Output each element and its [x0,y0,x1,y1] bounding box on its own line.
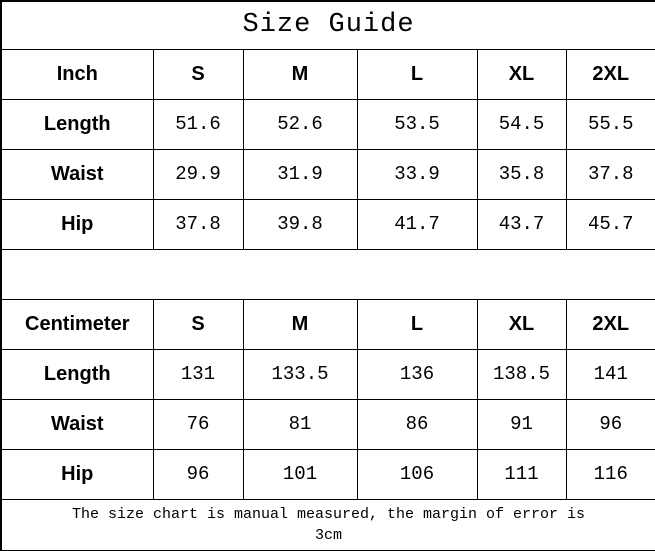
measurement-value: 96 [153,449,243,499]
measurement-value: 35.8 [477,149,566,199]
measurement-value: 51.6 [153,99,243,149]
measurement-value: 106 [357,449,477,499]
measurement-value: 52.6 [243,99,357,149]
measurement-value: 136 [357,349,477,399]
measurement-label: Length [1,349,153,399]
measurement-value: 91 [477,399,566,449]
measurement-label: Waist [1,399,153,449]
footer-note-line1: The size chart is manual measured, the margin of error is [71,505,586,523]
size-header-l: L [357,49,477,99]
measurement-value: 133.5 [243,349,357,399]
measurement-value: 131 [153,349,243,399]
unit-header-centimeter: Centimeter [1,299,153,349]
footer-note [1,499,655,551]
measurement-value: 111 [477,449,566,499]
measurement-value: 54.5 [477,99,566,149]
size-header-2xl: 2XL [566,299,655,349]
measurement-value: 53.5 [357,99,477,149]
measurement-label: Hip [1,199,153,249]
size-header-s: S [153,299,243,349]
inch-waist-row [1,149,655,199]
size-header-l: L [357,299,477,349]
inch-header-row [1,49,655,99]
measurement-value: 29.9 [153,149,243,199]
measurement-value: 43.7 [477,199,566,249]
measurement-value: 81 [243,399,357,449]
size-header-m: M [243,299,357,349]
page-title: Size Guide [1,1,655,49]
title-row [1,1,655,49]
measurement-value: 76 [153,399,243,449]
size-header-s: S [153,49,243,99]
measurement-value: 141 [566,349,655,399]
centimeter-header-row [1,299,655,349]
size-header-xl: XL [477,49,566,99]
centimeter-hip-row [1,449,655,499]
spacer-cell [1,249,655,299]
size-header-m: M [243,49,357,99]
unit-header-inch: Inch [1,49,153,99]
inch-hip-row [1,199,655,249]
measurement-value: 37.8 [566,149,655,199]
measurement-value: 116 [566,449,655,499]
measurement-value: 45.7 [566,199,655,249]
measurement-value: 33.9 [357,149,477,199]
measurement-label: Length [1,99,153,149]
measurement-value: 55.5 [566,99,655,149]
measurement-value: 31.9 [243,149,357,199]
measurement-label: Hip [1,449,153,499]
footer-note-line2: 3cm [315,526,343,544]
measurement-value: 86 [357,399,477,449]
measurement-value: 96 [566,399,655,449]
measurement-value: 101 [243,449,357,499]
footer-row [1,499,655,551]
measurement-label: Waist [1,149,153,199]
centimeter-length-row [1,349,655,399]
size-header-2xl: 2XL [566,49,655,99]
centimeter-waist-row [1,399,655,449]
measurement-value: 138.5 [477,349,566,399]
inch-length-row [1,99,655,149]
measurement-value: 39.8 [243,199,357,249]
measurement-value: 41.7 [357,199,477,249]
measurement-value: 37.8 [153,199,243,249]
size-header-xl: XL [477,299,566,349]
spacer-row [1,249,655,299]
